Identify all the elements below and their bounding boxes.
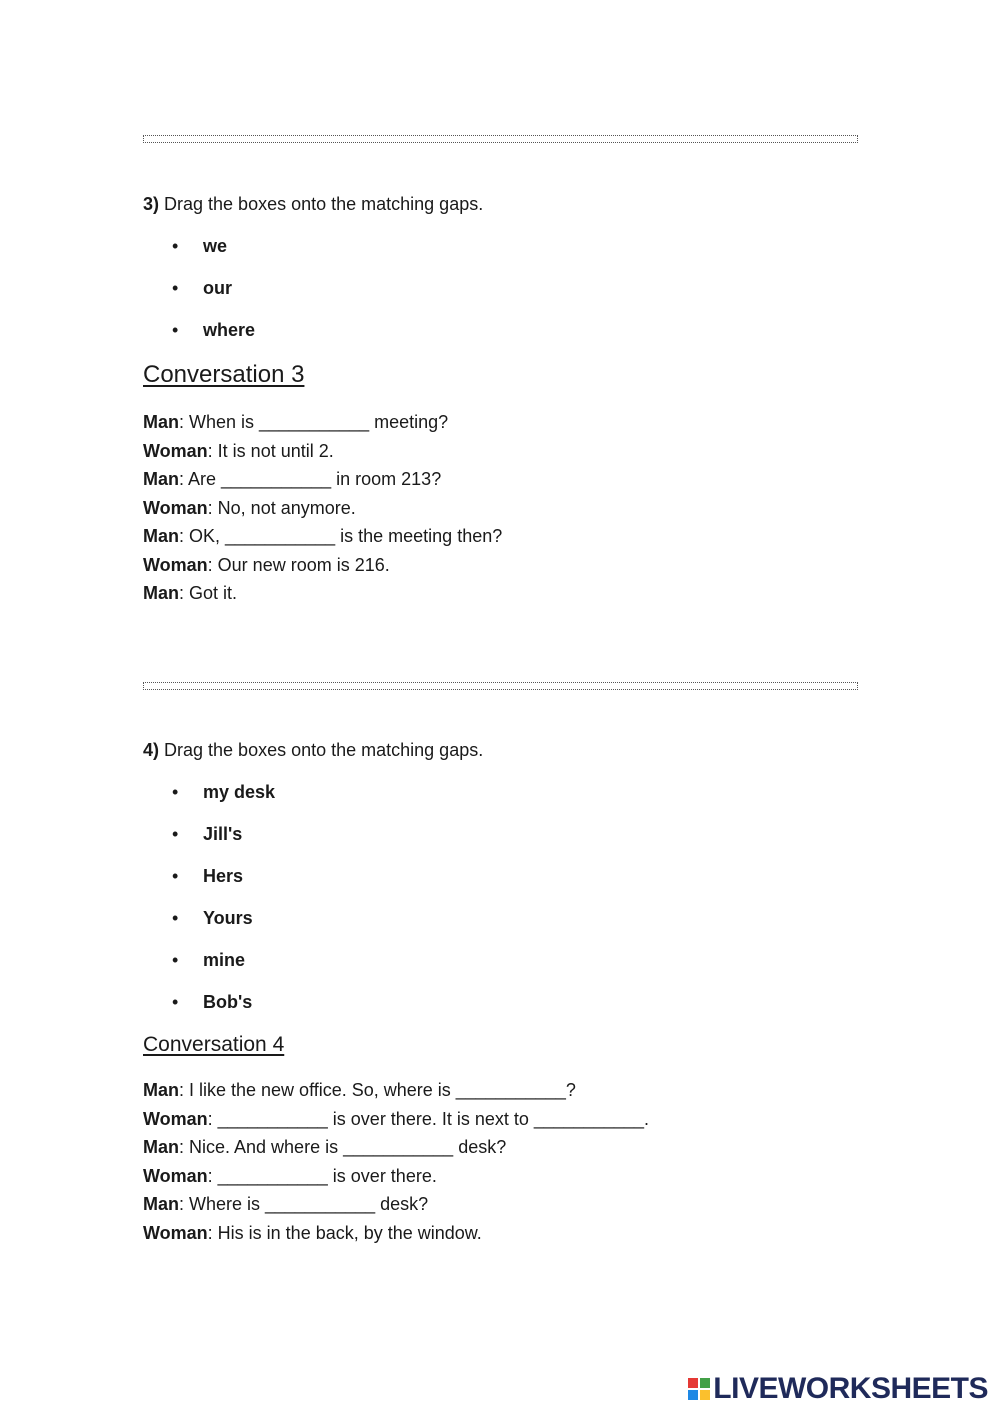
dialog-text[interactable]: : I like the new office. So, where is ___________? bbox=[179, 1080, 576, 1100]
dialog-text[interactable]: : Are ___________ in room 213? bbox=[179, 469, 442, 489]
option-label: Jill's bbox=[203, 824, 243, 844]
logo-square bbox=[688, 1378, 698, 1388]
bullet-icon: • bbox=[172, 782, 179, 802]
speaker-label: Man bbox=[143, 526, 179, 546]
option-item[interactable] bbox=[172, 991, 275, 1033]
logo-square bbox=[688, 1390, 698, 1400]
option-label: Bob's bbox=[203, 992, 253, 1012]
dialog-text: : It is not until 2. bbox=[207, 440, 334, 461]
dialog-line bbox=[143, 410, 502, 439]
exercise-4-options bbox=[172, 781, 275, 1033]
dialog-text: : Our new room is 216. bbox=[207, 554, 390, 575]
conversation-4-title: Conversation 4 bbox=[143, 1033, 285, 1056]
bullet-icon: • bbox=[172, 236, 179, 256]
dialog-text[interactable]: : OK, ___________ is the meeting then? bbox=[179, 526, 503, 546]
speaker-label: Woman bbox=[143, 1165, 208, 1186]
dialog-text[interactable]: : ___________ is over there. It is next to ___________. bbox=[207, 1108, 649, 1129]
dialog-line bbox=[143, 496, 502, 525]
speaker-label: Man bbox=[143, 583, 179, 603]
bullet-icon: • bbox=[172, 866, 179, 886]
speaker-label: Man bbox=[143, 412, 179, 432]
option-label: Yours bbox=[203, 908, 253, 928]
dialog-line bbox=[143, 1164, 649, 1193]
dialog-text: : Got it. bbox=[179, 583, 238, 603]
dialog-line bbox=[143, 553, 502, 582]
instruction-text: Drag the boxes onto the matching gaps. bbox=[159, 740, 484, 760]
option-item[interactable] bbox=[172, 781, 275, 823]
speaker-label: Man bbox=[143, 1194, 179, 1214]
dialog-text[interactable]: : ___________ is over there. bbox=[207, 1165, 437, 1186]
section-divider bbox=[143, 682, 858, 690]
option-item[interactable] bbox=[172, 823, 275, 865]
option-label: mine bbox=[203, 950, 246, 970]
dialog-line bbox=[143, 1192, 649, 1221]
option-item[interactable] bbox=[172, 277, 255, 319]
logo-grid-icon bbox=[688, 1378, 710, 1400]
dialog-text: : No, not anymore. bbox=[207, 497, 356, 518]
bullet-icon: • bbox=[172, 908, 179, 928]
speaker-label: Man bbox=[143, 469, 179, 489]
dialog-line bbox=[143, 1221, 649, 1250]
option-item[interactable] bbox=[172, 865, 275, 907]
dialog-line bbox=[143, 581, 502, 610]
bullet-icon: • bbox=[172, 992, 179, 1012]
exercise-number: 4) bbox=[143, 740, 160, 760]
dialog-line bbox=[143, 439, 502, 468]
exercise-3-options bbox=[172, 235, 255, 361]
exercise-3-instruction bbox=[143, 193, 483, 215]
option-item[interactable] bbox=[172, 907, 275, 949]
option-item[interactable] bbox=[172, 235, 255, 277]
option-label: where bbox=[203, 320, 256, 340]
dialog-line bbox=[143, 524, 502, 553]
bullet-icon: • bbox=[172, 950, 179, 970]
liveworksheets-logo[interactable] bbox=[688, 1372, 988, 1406]
speaker-label: Woman bbox=[143, 497, 208, 518]
speaker-label: Woman bbox=[143, 1108, 208, 1129]
dialog-text[interactable]: : Nice. And where is ___________ desk? bbox=[179, 1137, 507, 1157]
conversation-4-dialog bbox=[143, 1078, 649, 1249]
dialog-line bbox=[143, 467, 502, 496]
speaker-label: Woman bbox=[143, 440, 208, 461]
logo-square bbox=[700, 1390, 710, 1400]
brand-name: LIVEWORKSHEETS bbox=[713, 1372, 988, 1405]
conversation-3-title: Conversation 3 bbox=[143, 361, 305, 388]
speaker-label: Man bbox=[143, 1080, 179, 1100]
dialog-text[interactable]: : Where is ___________ desk? bbox=[179, 1194, 429, 1214]
speaker-label: Woman bbox=[143, 554, 208, 575]
dialog-line bbox=[143, 1107, 649, 1136]
conversation-3-dialog bbox=[143, 410, 502, 610]
option-label: Hers bbox=[203, 866, 244, 886]
exercise-number: 3) bbox=[143, 194, 160, 214]
bullet-icon: • bbox=[172, 824, 179, 844]
dialog-text: : His is in the back, by the window. bbox=[207, 1222, 482, 1243]
option-item[interactable] bbox=[172, 319, 255, 361]
dialog-line bbox=[143, 1078, 649, 1107]
bullet-icon: • bbox=[172, 278, 179, 298]
option-label: our bbox=[203, 278, 232, 298]
speaker-label: Man bbox=[143, 1137, 179, 1157]
option-item[interactable] bbox=[172, 949, 275, 991]
exercise-4-instruction bbox=[143, 739, 483, 761]
bullet-icon: • bbox=[172, 320, 179, 340]
section-divider bbox=[143, 135, 858, 143]
dialog-line bbox=[143, 1135, 649, 1164]
dialog-text[interactable]: : When is ___________ meeting? bbox=[179, 412, 449, 432]
instruction-text: Drag the boxes onto the matching gaps. bbox=[159, 194, 484, 214]
speaker-label: Woman bbox=[143, 1222, 208, 1243]
logo-square bbox=[700, 1378, 710, 1388]
option-label: my desk bbox=[203, 782, 276, 802]
option-label: we bbox=[203, 236, 228, 256]
